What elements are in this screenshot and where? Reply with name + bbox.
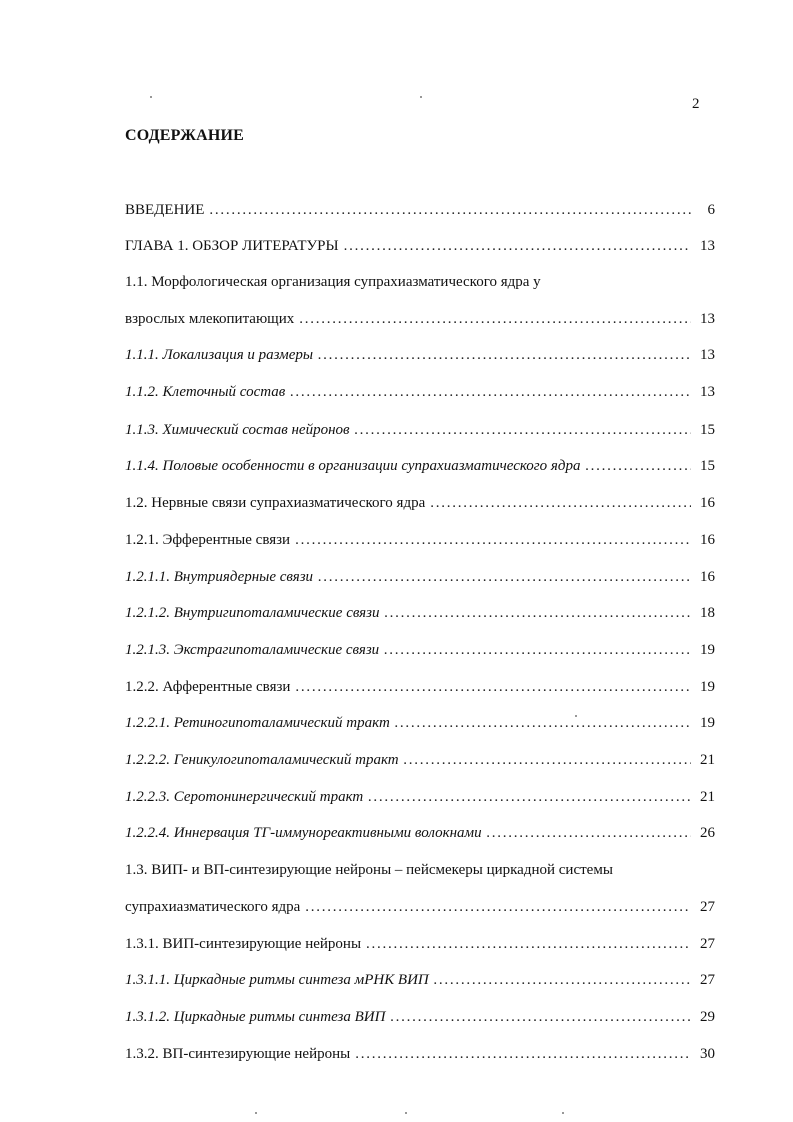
dot-leader	[404, 749, 691, 771]
toc-entry-1-3-1[interactable]: 1.3.1. ВИП-синтезирующие нейроны . . . 27	[125, 933, 715, 955]
toc-page-number: 16	[700, 532, 715, 548]
toc-page-number: 15	[700, 422, 715, 438]
toc-page-number: 21	[700, 752, 715, 768]
toc-entry-1-1[interactable]: взрослых млекопитающих . . . 13	[125, 308, 715, 330]
toc-page-number: 16	[700, 495, 715, 511]
dot-leader	[318, 344, 691, 366]
dot-leader	[366, 933, 691, 955]
toc-page-number: 15	[700, 458, 715, 474]
toc-entry-1-3-2[interactable]: 1.3.2. ВП-синтезирующие нейроны . . . 30	[125, 1043, 715, 1065]
dot-leader	[585, 455, 691, 477]
scan-speck	[255, 1112, 257, 1114]
toc-page-number: 13	[700, 347, 715, 363]
toc-entry-1-2-2-1[interactable]: 1.2.2.1. Ретиногипоталамический тракт . . . 19	[125, 712, 715, 734]
toc-entry-introduction[interactable]: ВВЕДЕНИЕ . . . 6	[125, 199, 715, 221]
toc-page-number: 6	[707, 202, 715, 218]
toc-page-number: 13	[700, 384, 715, 400]
dot-leader	[209, 199, 691, 221]
page-number: 2	[692, 96, 700, 112]
toc-entry-1-3-line1[interactable]: 1.3. ВИП- и ВП-синтезирующие нейроны – пейсмекеры циркадной системы	[125, 862, 613, 878]
toc-entry-1-2-2[interactable]: 1.2.2. Афферентные связи . . . 19	[125, 676, 715, 698]
toc-page-number: 13	[700, 238, 715, 254]
toc-page-number: 27	[700, 899, 715, 915]
dot-leader	[384, 639, 691, 661]
toc-page-number: 29	[700, 1009, 715, 1025]
toc-entry-1-2-1-1[interactable]: 1.2.1.1. Внутриядерные связи . . . 16	[125, 566, 715, 588]
dot-leader	[390, 1006, 691, 1028]
dot-leader	[344, 235, 691, 257]
scan-speck	[420, 96, 422, 98]
toc-page-number: 26	[700, 825, 715, 841]
toc-page-number: 18	[700, 605, 715, 621]
toc-page-number: 27	[700, 936, 715, 952]
toc-page-number: 27	[700, 972, 715, 988]
dot-leader	[299, 308, 691, 330]
toc-entry-1-1-3[interactable]: 1.1.3. Химический состав нейронов . . . 15	[125, 419, 715, 441]
toc-entry-chapter-1[interactable]: ГЛАВА 1. ОБЗОР ЛИТЕРАТУРЫ . . . 13	[125, 235, 715, 257]
toc-entry-1-1-4[interactable]: 1.1.4. Половые особенности в организации супрахиазматического ядра . . . 15	[125, 455, 715, 477]
toc-page-number: 21	[700, 789, 715, 805]
dot-leader	[487, 822, 691, 844]
dot-leader	[295, 676, 691, 698]
toc-entry-1-2-1-2[interactable]: 1.2.1.2. Внутригипоталамические связи . . . 18	[125, 602, 715, 624]
dot-leader	[368, 786, 691, 808]
toc-entry-1-3[interactable]: супрахиазматического ядра . . . 27	[125, 896, 715, 918]
dot-leader	[355, 1043, 691, 1065]
toc-entry-1-2-1-3[interactable]: 1.2.1.3. Экстрагипоталамические связи . . . 19	[125, 639, 715, 661]
scan-speck	[405, 1112, 407, 1114]
toc-heading: СОДЕРЖАНИЕ	[125, 127, 245, 144]
toc-page-number: 19	[700, 642, 715, 658]
dot-leader	[355, 419, 691, 441]
dot-leader	[434, 969, 691, 991]
toc-entry-1-3-1-1[interactable]: 1.3.1.1. Циркадные ритмы синтеза мРНК ВИП . . . 27	[125, 969, 715, 991]
toc-entry-1-1-2[interactable]: 1.1.2. Клеточный состав . . . 13	[125, 381, 715, 403]
scan-speck	[150, 96, 152, 98]
dot-leader	[318, 566, 691, 588]
scan-speck	[575, 715, 577, 717]
toc-entry-1-1-1[interactable]: 1.1.1. Локализация и размеры . . . 13	[125, 344, 715, 366]
toc-page-number: 19	[700, 679, 715, 695]
dot-leader	[290, 381, 691, 403]
scan-speck	[562, 1112, 564, 1114]
dot-leader	[395, 712, 691, 734]
toc-entry-1-1-line1[interactable]: 1.1. Морфологическая организация супрахиазматического ядра у	[125, 274, 541, 290]
toc-entry-1-2-2-3[interactable]: 1.2.2.3. Серотонинергический тракт . . . 21	[125, 786, 715, 808]
toc-entry-1-2-1[interactable]: 1.2.1. Эфферентные связи . . . 16	[125, 529, 715, 551]
toc-page-number: 13	[700, 311, 715, 327]
dot-leader	[295, 529, 691, 551]
toc-entry-1-2[interactable]: 1.2. Нервные связи супрахиазматического ядра . . . 16	[125, 492, 715, 514]
toc-entry-1-2-2-2[interactable]: 1.2.2.2. Геникулогипоталамический тракт . . . 21	[125, 749, 715, 771]
dot-leader	[430, 492, 691, 514]
dot-leader	[305, 896, 691, 918]
toc-page-number: 19	[700, 715, 715, 731]
toc-entry-1-2-2-4[interactable]: 1.2.2.4. Иннервация ТГ-иммунореактивными волокнами . . . 26	[125, 822, 715, 844]
toc-page-number: 16	[700, 569, 715, 585]
toc-page-number: 30	[700, 1046, 715, 1062]
dot-leader	[385, 602, 691, 624]
toc-entry-1-3-1-2[interactable]: 1.3.1.2. Циркадные ритмы синтеза ВИП . . . 29	[125, 1006, 715, 1028]
